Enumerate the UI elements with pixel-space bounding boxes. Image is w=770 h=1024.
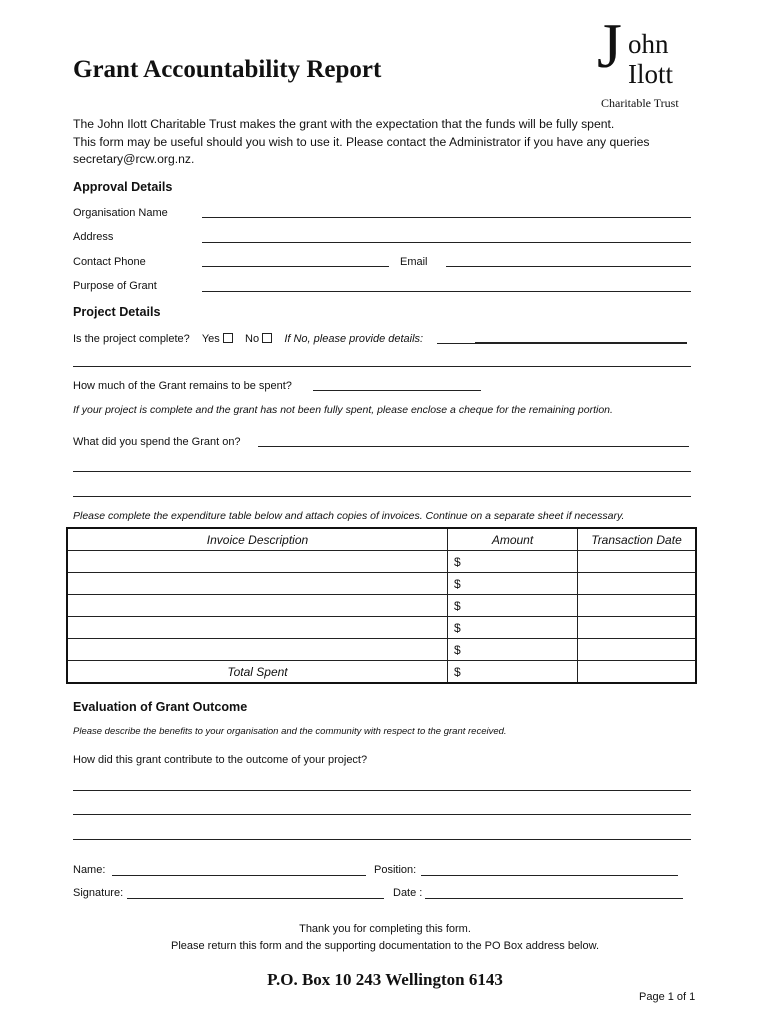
position-field[interactable] (421, 875, 678, 876)
purpose-label: Purpose of Grant (73, 280, 157, 292)
total-date-cell (578, 661, 697, 684)
name-label: Name: (73, 864, 106, 876)
total-amount-cell[interactable] (448, 661, 578, 684)
table-note: Please complete the expenditure table below and attach copies of invoices. Continue on a separate sheet if necessary. (73, 510, 625, 522)
description-cell[interactable] (67, 573, 448, 595)
details-field-2[interactable] (73, 366, 691, 367)
table-row (67, 639, 696, 661)
thanks-text: Thank you for completing this form. (299, 923, 471, 935)
date-cell[interactable] (578, 595, 697, 617)
address-field[interactable] (202, 242, 691, 243)
yes-checkbox[interactable] (223, 333, 233, 343)
date-label: Date : (393, 887, 423, 899)
evaluation-heading: Evaluation of Grant Outcome (73, 700, 248, 714)
spent-field-3[interactable] (73, 496, 691, 497)
details-field[interactable] (475, 342, 687, 344)
evaluation-field-3[interactable] (73, 839, 691, 840)
phone-label: Contact Phone (73, 256, 146, 268)
currency-symbol: $ (454, 664, 461, 679)
expenditure-table (66, 527, 697, 684)
total-label: Total Spent (67, 661, 448, 684)
details-field-lead[interactable] (437, 343, 475, 344)
if-no-label: If No, please provide details: (284, 333, 424, 345)
phone-field[interactable] (202, 266, 389, 267)
total-row (67, 661, 696, 684)
intro-line-1: The John Ilott Charitable Trust makes the grant with the expectation that the funds will be fully spent. (73, 117, 615, 131)
po-box-address: P.O. Box 10 243 Wellington 6143 (267, 970, 503, 989)
page-number: Page 1 of 1 (639, 991, 696, 1003)
table-row (67, 617, 696, 639)
spent-field-2[interactable] (73, 471, 691, 472)
description-cell[interactable] (67, 639, 448, 661)
date-cell[interactable] (578, 617, 697, 639)
signature-label: Signature: (73, 887, 124, 899)
logo-line1: ohn (628, 29, 669, 59)
email-field[interactable] (446, 266, 691, 267)
cheque-note: If your project is complete and the grant has not been fully spent, please enclose a cheque for the remaining portion. (73, 404, 613, 416)
project-heading: Project Details (73, 305, 161, 319)
no-checkbox[interactable] (262, 333, 272, 343)
amount-cell[interactable] (448, 639, 578, 661)
intro-line-2: This form may be useful should you wish to use it. Please contact the Administrator if you have any queries (73, 134, 650, 149)
evaluation-field-2[interactable] (73, 814, 691, 815)
table-row (67, 595, 696, 617)
logo-line2: Ilott (628, 59, 673, 89)
return-text: Please return this form and the supporting documentation to the PO Box address below. (170, 940, 600, 952)
date-field[interactable] (425, 898, 683, 899)
spent-question: What did you spend the Grant on? (73, 436, 241, 448)
email-label: Email (400, 256, 428, 268)
remains-field[interactable] (313, 390, 481, 391)
evaluation-question: How did this grant contribute to the outcome of your project? (73, 754, 368, 766)
amount-cell[interactable] (448, 551, 578, 573)
table-header-row (67, 528, 696, 551)
complete-question-label: Is the project complete? (73, 333, 190, 345)
date-cell[interactable] (578, 551, 697, 573)
purpose-field[interactable] (202, 291, 691, 292)
col-invoice-description: Invoice Description (67, 528, 448, 551)
date-cell[interactable] (578, 573, 697, 595)
currency-symbol: $ (454, 598, 461, 613)
amount-cell[interactable] (448, 595, 578, 617)
intro-line-3: secretary@rcw.org.nz. (73, 152, 195, 166)
page-title: Grant Accountability Report (73, 56, 382, 83)
address-label: Address (73, 231, 114, 243)
remains-question: How much of the Grant remains to be spent? (73, 380, 292, 392)
complete-question (73, 333, 423, 345)
spent-field[interactable] (258, 446, 689, 447)
description-cell[interactable] (67, 551, 448, 573)
org-label: Organisation Name (73, 207, 168, 219)
logo-initial: J (597, 10, 622, 81)
logo-subtitle: Charitable Trust (601, 96, 679, 110)
position-label: Position: (374, 864, 417, 876)
name-field[interactable] (112, 875, 366, 876)
currency-symbol: $ (454, 576, 461, 591)
yes-option-label: Yes (201, 333, 220, 345)
table-row (67, 551, 696, 573)
evaluation-note: Please describe the benefits to your organisation and the community with respect to the grant received. (73, 726, 507, 737)
currency-symbol: $ (454, 554, 461, 569)
currency-symbol: $ (454, 620, 461, 635)
amount-cell[interactable] (448, 573, 578, 595)
col-amount: Amount (448, 528, 578, 551)
date-cell[interactable] (578, 639, 697, 661)
no-option-label: No (245, 333, 260, 345)
currency-symbol: $ (454, 642, 461, 657)
table-row (67, 573, 696, 595)
signature-field[interactable] (127, 898, 384, 899)
description-cell[interactable] (67, 595, 448, 617)
intro-text (73, 116, 713, 169)
amount-cell[interactable] (448, 617, 578, 639)
approval-heading: Approval Details (73, 180, 173, 194)
evaluation-field-1[interactable] (73, 790, 691, 791)
col-transaction-date: Transaction Date (578, 528, 697, 551)
description-cell[interactable] (67, 617, 448, 639)
org-field[interactable] (202, 217, 691, 218)
